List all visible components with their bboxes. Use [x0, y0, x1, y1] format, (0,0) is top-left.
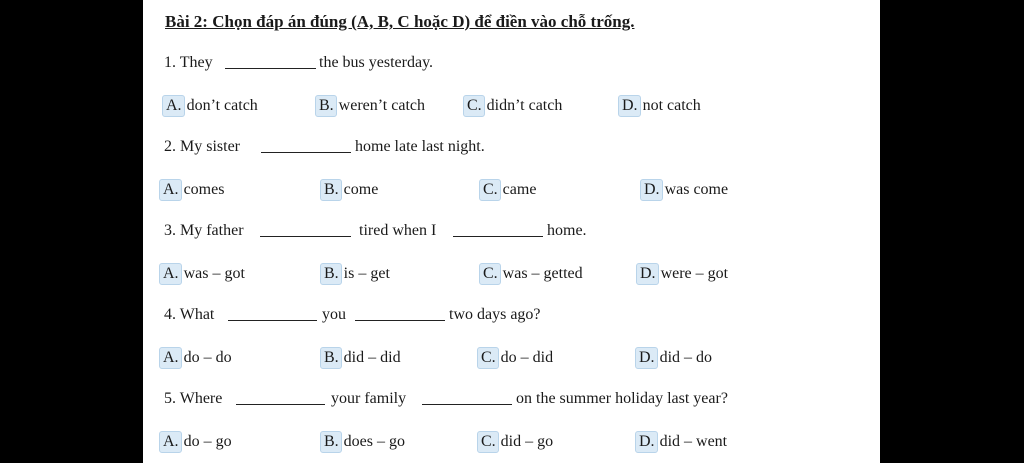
option-d[interactable]: D. were – got	[636, 263, 728, 285]
option-text: did – go	[500, 433, 554, 450]
option-text: comes	[183, 181, 225, 198]
question-text: 2. My sister	[164, 138, 240, 155]
question-text: you	[322, 306, 346, 323]
option-text: was – getted	[502, 265, 583, 282]
question-text: home.	[547, 222, 587, 239]
worksheet	[143, 0, 880, 463]
option-text: didn’t catch	[486, 97, 563, 114]
question-text: home late last night.	[355, 138, 485, 155]
option-b[interactable]: B. come	[320, 179, 378, 201]
answer-blank	[236, 390, 325, 405]
answer-blank	[355, 306, 445, 321]
answer-blank	[260, 222, 351, 237]
option-d[interactable]: D. was come	[640, 179, 728, 201]
option-c[interactable]: C. do – did	[477, 347, 553, 369]
question-text: the bus yesterday.	[319, 54, 434, 71]
option-a[interactable]: A. was – got	[159, 263, 245, 285]
question-text: two days ago?	[449, 306, 541, 323]
option-text: do – do	[183, 349, 232, 366]
option-text: is – get	[343, 265, 390, 282]
exercise-title: Bài 2: Chọn đáp án đúng (A, B, C hoặc D) để điền vào chỗ trống.	[165, 12, 635, 31]
answer-blank	[453, 222, 543, 237]
option-text: come	[343, 181, 379, 198]
option-text: did – did	[343, 349, 401, 366]
option-b[interactable]: B. is – get	[320, 263, 390, 285]
option-c[interactable]: C. came	[479, 179, 536, 201]
option-text: not catch	[642, 97, 701, 114]
option-text: weren’t catch	[338, 97, 425, 114]
question-text: tired when I	[359, 222, 437, 239]
option-a[interactable]: A. do – go	[159, 431, 232, 453]
answer-blank	[228, 306, 317, 321]
option-d[interactable]: D. did – do	[635, 347, 712, 369]
option-b[interactable]: B. does – go	[320, 431, 405, 453]
option-text: does – go	[343, 433, 405, 450]
option-text: were – got	[660, 265, 729, 282]
option-text: don’t catch	[186, 97, 258, 114]
question-text: 4. What	[164, 306, 215, 323]
option-text: did – do	[659, 349, 713, 366]
option-b[interactable]: B. weren’t catch	[315, 95, 425, 117]
option-c[interactable]: C. did – go	[477, 431, 553, 453]
option-text: was come	[664, 181, 729, 198]
option-a[interactable]: A. don’t catch	[162, 95, 258, 117]
option-text: do – did	[500, 349, 554, 366]
option-b[interactable]: B. did – did	[320, 347, 401, 369]
answer-blank	[225, 54, 316, 69]
question-text: on the summer holiday last year?	[516, 390, 728, 407]
option-text: did – went	[659, 433, 728, 450]
option-c[interactable]: C. didn’t catch	[463, 95, 562, 117]
option-text: was – got	[183, 265, 245, 282]
answer-blank	[261, 138, 351, 153]
question-text: 1. They	[164, 54, 213, 71]
question-text: 5. Where	[164, 390, 223, 407]
option-text: came	[502, 181, 537, 198]
option-d[interactable]: D. not catch	[618, 95, 701, 117]
question-text: 3. My father	[164, 222, 244, 239]
option-a[interactable]: A. do – do	[159, 347, 232, 369]
option-d[interactable]: D. did – went	[635, 431, 727, 453]
option-c[interactable]: C. was – getted	[479, 263, 583, 285]
answer-blank	[422, 390, 512, 405]
option-text: do – go	[183, 433, 232, 450]
option-a[interactable]: A. comes	[159, 179, 224, 201]
question-text: your family	[331, 390, 407, 407]
